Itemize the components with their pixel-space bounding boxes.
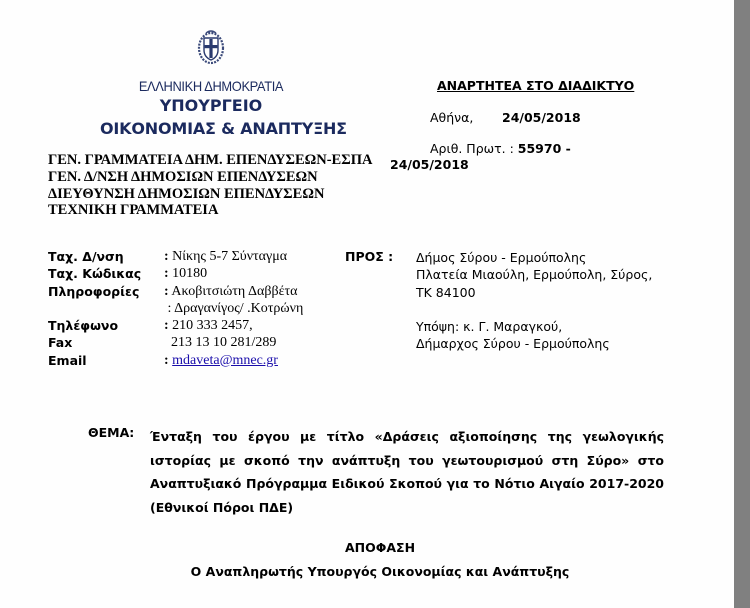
subject-text bbox=[150, 425, 664, 519]
contact-value: 210 333 2457, bbox=[172, 318, 253, 334]
subject-line: (Εθνικοί Πόροι ΠΔΕ) bbox=[150, 499, 294, 515]
subject-label: ΘΕΜΑ: bbox=[88, 425, 135, 440]
department-line: ΤΕΧΝΙΚΗ ΓΡΑΜΜΑΤΕΙΑ bbox=[48, 202, 219, 219]
decision-title: ΑΠΟΦΑΣΗ bbox=[344, 540, 416, 555]
recipient-line: Δήμος Σύρου - Ερμούπολης bbox=[416, 250, 587, 265]
contact-value: Ακοβιτσιώτη Δαββέτα bbox=[171, 283, 298, 299]
city-date-line bbox=[430, 110, 581, 125]
contact-colon: : bbox=[164, 266, 169, 282]
department-line: ΓΕΝ. ΓΡΑΜΜΑΤΕΙΑ ΔΗΜ. ΕΠΕΝΔΥΣΕΩΝ-ΕΣΠΑ bbox=[48, 152, 373, 168]
department-block bbox=[48, 152, 372, 219]
recipient-block bbox=[416, 249, 652, 353]
contact-label: Τηλέφωνο bbox=[48, 318, 119, 334]
subject-line: Αναπτυξιακό Πρόγραμμα Ειδικού Σκοπού για το Νότιο Αιγαίο 2017-2020 bbox=[150, 476, 664, 491]
contact-colon: : bbox=[164, 249, 169, 264]
subject-line: ιστορίας με σκοπό την ανάπτυξη του γεωτουρισμού στη Σύρο» στο bbox=[150, 452, 664, 468]
recipient-line: ΤΚ 84100 bbox=[416, 284, 476, 300]
contact-colon: : bbox=[164, 318, 169, 334]
contact-colon: : bbox=[164, 283, 169, 299]
recipient-line: Δήμαρχος Σύρου - Ερμούπολης bbox=[416, 336, 610, 352]
contact-value: 213 13 10 281/289 bbox=[164, 335, 277, 351]
contact-value: 10180 bbox=[172, 266, 208, 282]
protocol-date: 24/05/2018 bbox=[390, 157, 469, 172]
contact-label: Email bbox=[48, 352, 87, 368]
recipient-line: Υπόψη: κ. Γ. Μαραγκού, bbox=[416, 319, 563, 335]
department-line: ΓΕΝ. Δ/ΝΣΗ ΔΗΜΟΣΙΩΝ ΕΠΕΝΔΥΣΕΩΝ bbox=[48, 168, 318, 185]
contact-value: : Δραγανίγος/ .Κοτρώνη bbox=[164, 300, 304, 316]
subject-line: Ένταξη του έργου με τίτλο «Δράσεις αξιοποίησης της γεωλογικής bbox=[150, 429, 664, 444]
contact-label: Fax bbox=[48, 335, 73, 351]
contact-label: Ταχ. Δ/νση bbox=[48, 249, 124, 264]
logo-ministry-text: ΥΠΟΥΡΓΕΙΟ bbox=[159, 96, 263, 115]
recipient-line: Πλατεία Μιαούλη, Ερμούπολη, Σύρος, bbox=[416, 267, 653, 283]
posting-notice: ΑΝΑΡΤΗΤΕΑ ΣΤΟ ΔΙΑΔΙΚΤΥΟ bbox=[437, 78, 635, 93]
decision-issuer: Ο Αναπληρωτής Υπουργός Οικονομίας και Ανάπτυξης bbox=[190, 564, 570, 579]
protocol-label: Αριθ. Πρωτ. : bbox=[430, 141, 514, 156]
logo-ministry-name: ΟΙΚΟΝΟΜΙΑΣ & ΑΝΑΠΤΥΞΗΣ bbox=[100, 119, 347, 138]
contact-label: Ταχ. Κώδικας bbox=[48, 266, 142, 282]
recipient-spacer bbox=[416, 301, 652, 318]
email-link[interactable]: mdaveta@mnec.gr bbox=[172, 352, 278, 368]
side-margin-bar bbox=[734, 0, 750, 608]
greek-coat-of-arms-icon bbox=[196, 28, 226, 68]
protocol-line bbox=[430, 140, 571, 157]
logo-republic-text: ΕΛΛΗΝΙΚΗ ΔΗΜΟΚΡΑΤΙΑ bbox=[138, 78, 284, 94]
document-date: 24/05/2018 bbox=[502, 110, 581, 125]
contact-colon: : bbox=[164, 352, 169, 368]
contact-label: Πληροφορίες bbox=[48, 283, 140, 299]
city-label: Αθήνα, bbox=[430, 110, 474, 125]
department-line: ΔΙΕΥΘΥΝΣΗ ΔΗΜΟΣΙΩΝ ΕΠΕΝΔΥΣΕΩΝ bbox=[48, 185, 325, 202]
protocol-number: 55970 - bbox=[517, 141, 571, 156]
recipient-label: ΠΡΟΣ : bbox=[345, 249, 394, 264]
contact-value: Νίκης 5-7 Σύνταγμα bbox=[172, 249, 288, 264]
